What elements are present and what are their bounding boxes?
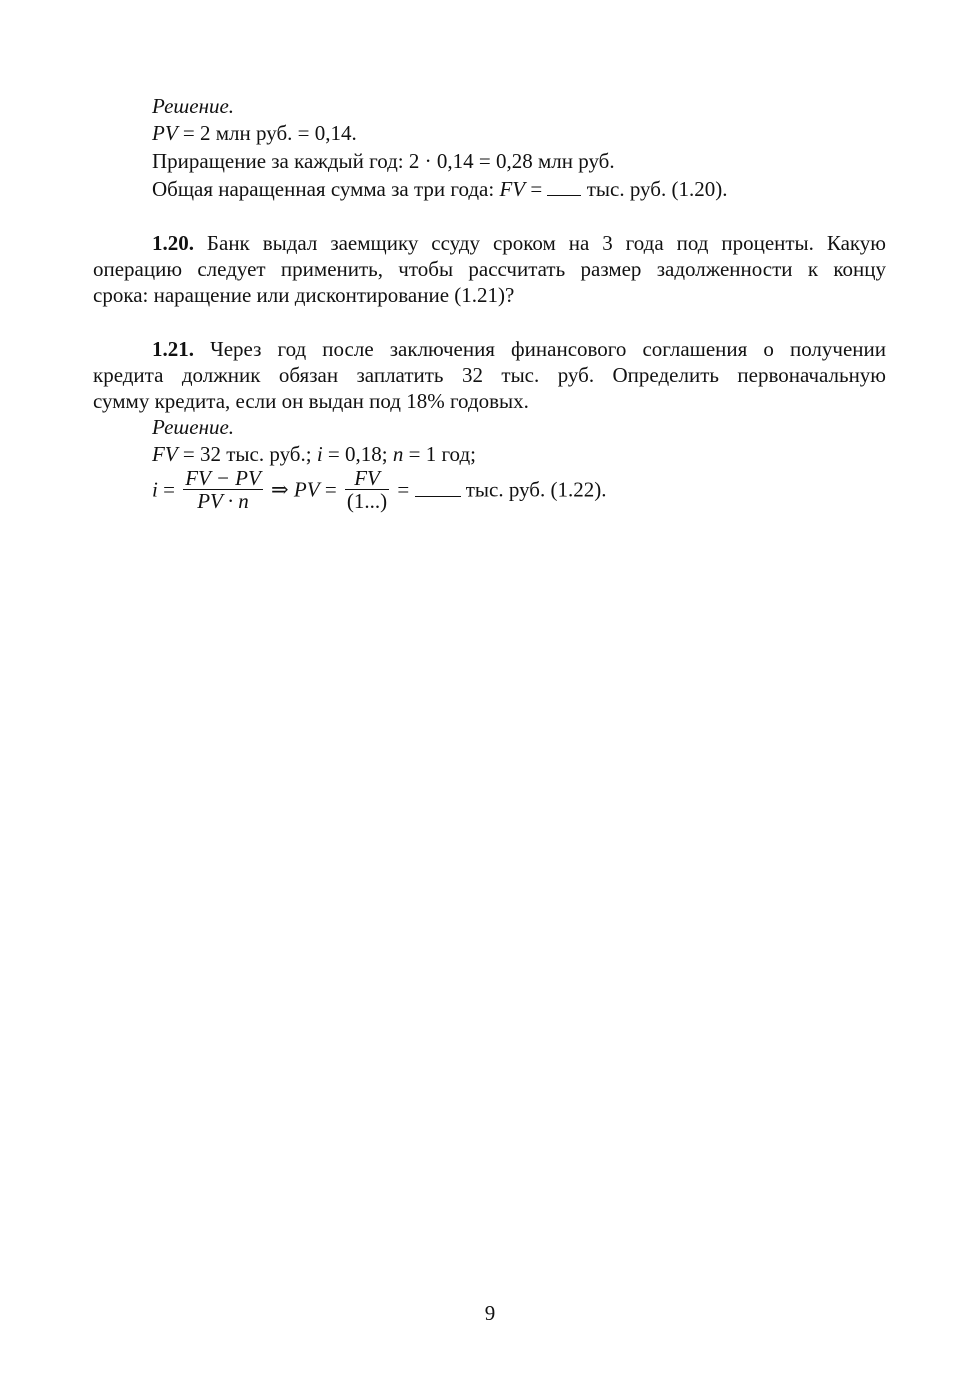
- solution-label-2: Решение.: [152, 415, 235, 439]
- pv-variable: PV: [152, 121, 178, 145]
- total-line: [152, 176, 727, 202]
- given-values-line: FV = 32 тыс. руб.; i = 0,18; n = 1 год;: [152, 442, 476, 466]
- solution-label: Решение.: [152, 94, 235, 118]
- formula-lhs: i: [152, 477, 158, 502]
- fraction-pv: [345, 467, 389, 512]
- problem-1-20-line1: 1.20. Банк выдал заемщику ссуду сроком на 3 года под проценты. Какую: [152, 231, 886, 255]
- total-prefix: Общая наращенная сумма за три года:: [152, 177, 500, 201]
- fv-variable: FV: [499, 177, 526, 201]
- fraction-denominator: PV · n: [183, 489, 263, 512]
- problem-1-21-line2: кредита должник обязан заплатить 32 тыс. руб. Определить первоначальную: [93, 363, 886, 387]
- formula-eq: =: [163, 477, 175, 502]
- fraction-rate: [183, 467, 263, 512]
- fraction-numerator: FV: [354, 466, 380, 490]
- problem-1-20-line3: срока: наращение или дисконтирование (1.21)?: [93, 283, 515, 307]
- total-suffix: тыс. руб. (1.20).: [581, 177, 728, 201]
- answer-blank[interactable]: [547, 177, 581, 196]
- problem-1-21: [93, 336, 886, 414]
- fraction-numerator: FV − PV: [185, 466, 261, 490]
- formula-eq: =: [324, 477, 337, 502]
- page-number: 9: [484, 1301, 496, 1325]
- problem-1-20: [93, 230, 886, 308]
- problem-1-21-line1: 1.21. Через год после заключения финансового соглашения о получении: [152, 337, 886, 361]
- total-eq: =: [525, 177, 548, 201]
- problem-number: 1.21.: [152, 337, 194, 361]
- fraction-denominator: (1...): [346, 489, 388, 513]
- pv-variable: PV: [293, 477, 320, 502]
- implies-symbol: ⇒: [271, 477, 289, 502]
- formula-1-22: [152, 467, 606, 512]
- pv-value-text: = 2 млн руб. = 0,14.: [177, 121, 357, 145]
- formula-suffix: тыс. руб. (1.22).: [465, 477, 607, 502]
- increment-line: Приращение за каждый год: 2 · 0,14 = 0,28 млн руб.: [152, 149, 615, 173]
- formula-eq: =: [397, 477, 410, 502]
- problem-1-20-line2: операцию следует применить, чтобы рассчитать размер задолженности к концу: [93, 257, 886, 281]
- answer-blank[interactable]: [415, 482, 461, 497]
- problem-1-21-line3: сумму кредита, если он выдан под 18% годовых.: [93, 389, 529, 413]
- problem-number: 1.20.: [152, 231, 194, 255]
- pv-line: [152, 120, 357, 146]
